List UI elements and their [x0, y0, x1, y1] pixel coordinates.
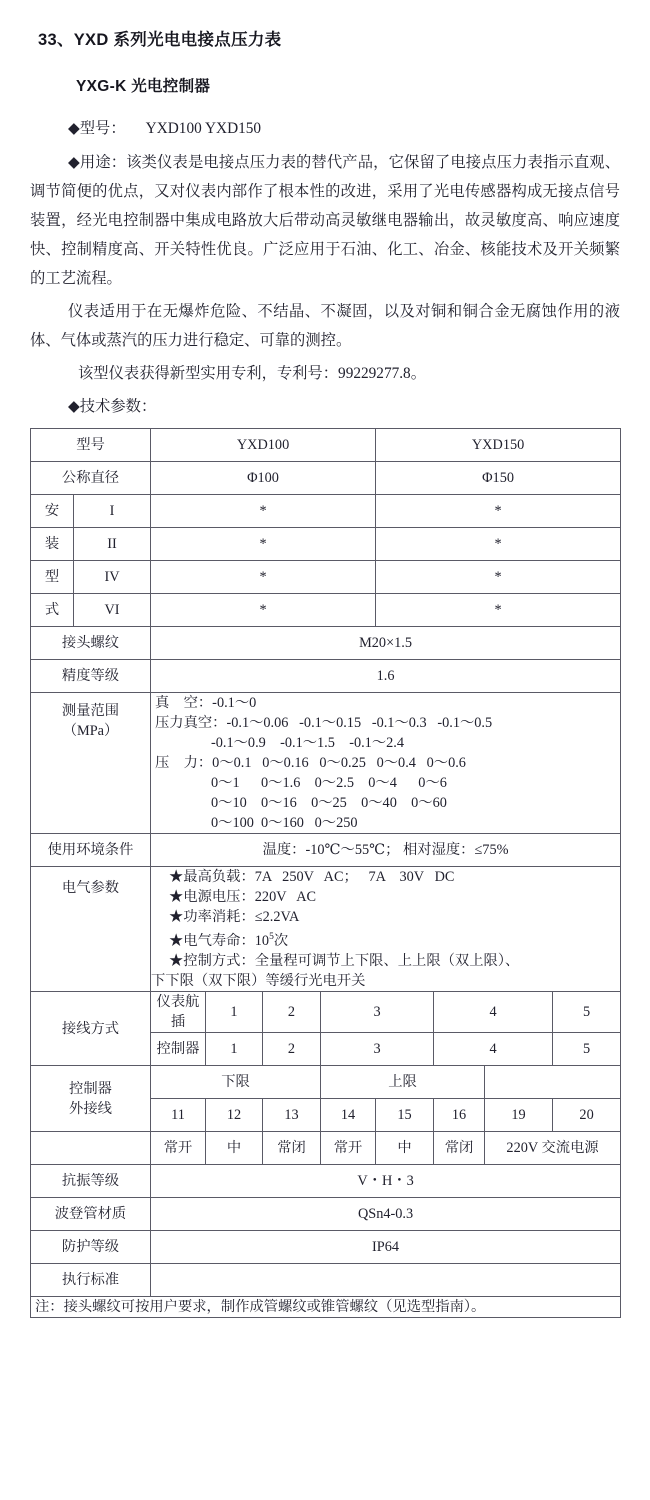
table-row [31, 1165, 621, 1198]
install-type-3: VI [74, 594, 151, 627]
table-row [31, 594, 621, 627]
table-row [31, 1066, 621, 1099]
controller-power-text: 220V 交流电源 [485, 1132, 621, 1165]
table-row [31, 495, 621, 528]
usage-paragraph [30, 148, 620, 293]
controller-group-lower: 下限 [151, 1066, 321, 1099]
table-note: 注：接头螺纹可按用户要求，制作成管螺纹或锥管螺纹（见选型指南）。 [31, 1297, 621, 1318]
model-row-value-1: YXD100 [151, 429, 376, 462]
range-label-line-1: 测量范围 [61, 703, 120, 719]
diameter-row-value-2: Φ150 [376, 462, 621, 495]
instrument-pin-4: 5 [553, 992, 621, 1033]
table-row [31, 627, 621, 660]
table-row [31, 528, 621, 561]
function-4: 中 [376, 1132, 434, 1165]
install-mark-0-1: * [151, 495, 376, 528]
terminal-5: 16 [434, 1099, 485, 1132]
electrical-line-5: 下下限（双下限）等缓行光电开关 [151, 973, 366, 989]
bourdon-row-value: QSn4-0.3 [151, 1198, 621, 1231]
controller-group-upper: 上限 [321, 1066, 485, 1099]
electrical-line-0: ★最高负载：7A 250V AC； 7A 30V DC [169, 869, 455, 885]
controller-pin-3: 4 [434, 1033, 553, 1066]
function-5: 常闭 [434, 1132, 485, 1165]
terminal-3: 14 [321, 1099, 376, 1132]
table-row [31, 693, 621, 834]
range-row-label [31, 693, 151, 834]
page-title: 33、YXD 系列光电电接点压力表 [38, 31, 282, 49]
range-line-0: 真 空：-0.1～0 [155, 695, 257, 711]
install-group-char-0: 安 [31, 495, 74, 528]
function-3: 常开 [321, 1132, 376, 1165]
protection-row-label: 防护等级 [31, 1231, 151, 1264]
install-mark-3-1: * [151, 594, 376, 627]
range-line-4: 0～1 0～1.6 0～2.5 0～4 0～6 [211, 775, 447, 791]
table-row [31, 660, 621, 693]
usage-label: ◆用途： [68, 154, 127, 171]
install-mark-3-2: * [376, 594, 621, 627]
application-text: 仪表适用于在无爆炸危险、不结晶、不凝固，以及对铜和铜合金无腐蚀作用的液体、气体或蒸汽的压力进行稳定、可靠的测控。 [30, 303, 620, 349]
model-row-value-2: YXD150 [376, 429, 621, 462]
diameter-row-label: 公称直径 [31, 462, 151, 495]
range-line-1: 压力真空：-0.1～0.06 -0.1～0.15 -0.1～0.3 -0.1～0.5 [155, 715, 493, 731]
terminal-6: 19 [485, 1099, 553, 1132]
wiring-row-label: 接线方式 [31, 992, 151, 1066]
model-paragraph [30, 114, 620, 143]
install-mark-1-2: * [376, 528, 621, 561]
table-row [31, 867, 621, 992]
table-row [31, 992, 621, 1033]
thread-row-label: 接头螺纹 [31, 627, 151, 660]
install-mark-2-1: * [151, 561, 376, 594]
function-0: 常开 [151, 1132, 206, 1165]
range-line-6: 0～100 0～160 0～250 [211, 815, 358, 831]
controller-label-line-1: 控制器 [69, 1080, 112, 1097]
page-subtitle: YXG-K 光电控制器 [76, 78, 211, 95]
electrical-line-3 [169, 927, 616, 951]
install-type-0: I [74, 495, 151, 528]
terminal-7: 20 [553, 1099, 621, 1132]
standard-row-value [151, 1264, 621, 1297]
electrical-life-base: 10 [254, 933, 270, 949]
vibration-row-label: 抗振等级 [31, 1165, 151, 1198]
standard-row-label: 执行标准 [31, 1264, 151, 1297]
table-row [31, 1132, 621, 1165]
controller-group-power [485, 1066, 621, 1099]
install-mark-2-2: * [376, 561, 621, 594]
tech-params-label: ◆技术参数： [68, 398, 157, 415]
table-row [31, 561, 621, 594]
model-values: YXD100 YXD150 [145, 120, 262, 137]
range-line-2: -0.1～0.9 -0.1～1.5 -0.1～2.4 [211, 735, 404, 751]
wiring-sub-label-0: 仪表航插 [151, 992, 206, 1033]
install-group-char-1: 装 [31, 528, 74, 561]
model-row-label: 型号 [31, 429, 151, 462]
table-row [31, 834, 621, 867]
model-label: ◆型号： [68, 120, 126, 137]
table-row [31, 1198, 621, 1231]
table-row [31, 1231, 621, 1264]
range-line-5: 0～10 0～16 0～25 0～40 0～60 [211, 795, 447, 811]
usage-text: 该类仪表是电接点压力表的替代产品，它保留了电接点压力表指示直观、调节简便的优点，又对仪表内部作了根本性的改进，采用了光电传感器构成无接点信号装置，经光电控制器中集成电路放大后带动高灵敏继电器输出，故灵敏度高、响应速度快、控制精度高、开关特性优良。广泛应用于石油、化工、冶金、核能技术及开关频繁的工艺流程。 [30, 154, 620, 287]
electrical-life-prefix: ★电气寿命： [169, 933, 255, 949]
terminal-1: 12 [206, 1099, 263, 1132]
install-type-1: II [74, 528, 151, 561]
install-type-2: IV [74, 561, 151, 594]
diameter-row-value-1: Φ100 [151, 462, 376, 495]
electrical-line-1: ★电源电压：220V AC [169, 889, 317, 905]
install-group-char-2: 型 [31, 561, 74, 594]
electrical-line-4: ★控制方式：全量程可调节上下限、上上限（双上限）、 [169, 953, 520, 969]
controller-pin-4: 5 [553, 1033, 621, 1066]
electrical-row-value [151, 867, 621, 992]
environment-row-label: 使用环境条件 [31, 834, 151, 867]
instrument-pin-3: 4 [434, 992, 553, 1033]
protection-row-value: IP64 [151, 1231, 621, 1264]
electrical-line-2: ★功率消耗：≤2.2VA [169, 909, 300, 925]
environment-row-value: 温度：-10℃～55℃； 相对湿度：≤75% [151, 834, 621, 867]
table-row [31, 1264, 621, 1297]
terminal-2: 13 [263, 1099, 321, 1132]
terminal-0: 11 [151, 1099, 206, 1132]
range-label-line-2: （MPa） [62, 723, 119, 739]
table-row [31, 1297, 621, 1318]
accuracy-row-label: 精度等级 [31, 660, 151, 693]
table-row [31, 462, 621, 495]
range-line-3: 压 力：0～0.1 0～0.16 0～0.25 0～0.4 0～0.6 [155, 755, 466, 771]
instrument-pin-0: 1 [206, 992, 263, 1033]
instrument-pin-2: 3 [321, 992, 434, 1033]
terminal-4: 15 [376, 1099, 434, 1132]
function-2: 常闭 [263, 1132, 321, 1165]
controller-pin-2: 3 [321, 1033, 434, 1066]
function-1: 中 [206, 1132, 263, 1165]
electrical-row-label: 电气参数 [31, 867, 151, 992]
vibration-row-value: V・H・3 [151, 1165, 621, 1198]
bourdon-row-label: 波登管材质 [31, 1198, 151, 1231]
patent-paragraph: 该型仪表获得新型实用专利，专利号：99229277.8。 [78, 365, 427, 382]
controller-row-label [31, 1066, 151, 1132]
install-mark-0-2: * [376, 495, 621, 528]
wiring-sub-label-1: 控制器 [151, 1033, 206, 1066]
instrument-pin-1: 2 [263, 992, 321, 1033]
controller-pin-1: 2 [263, 1033, 321, 1066]
specifications-table [30, 428, 621, 1318]
range-row-value [151, 693, 621, 834]
application-paragraph [30, 297, 620, 355]
electrical-life-exponent: 5 [269, 932, 274, 942]
electrical-life-unit: 次 [273, 933, 289, 949]
controller-label-line-2: 外接线 [69, 1100, 112, 1117]
controller-row-label-filler [31, 1132, 151, 1165]
thread-row-value: M20×1.5 [151, 627, 621, 660]
install-group-char-3: 式 [31, 594, 74, 627]
table-row [31, 429, 621, 462]
accuracy-row-value: 1.6 [151, 660, 621, 693]
install-mark-1-1: * [151, 528, 376, 561]
controller-pin-0: 1 [206, 1033, 263, 1066]
